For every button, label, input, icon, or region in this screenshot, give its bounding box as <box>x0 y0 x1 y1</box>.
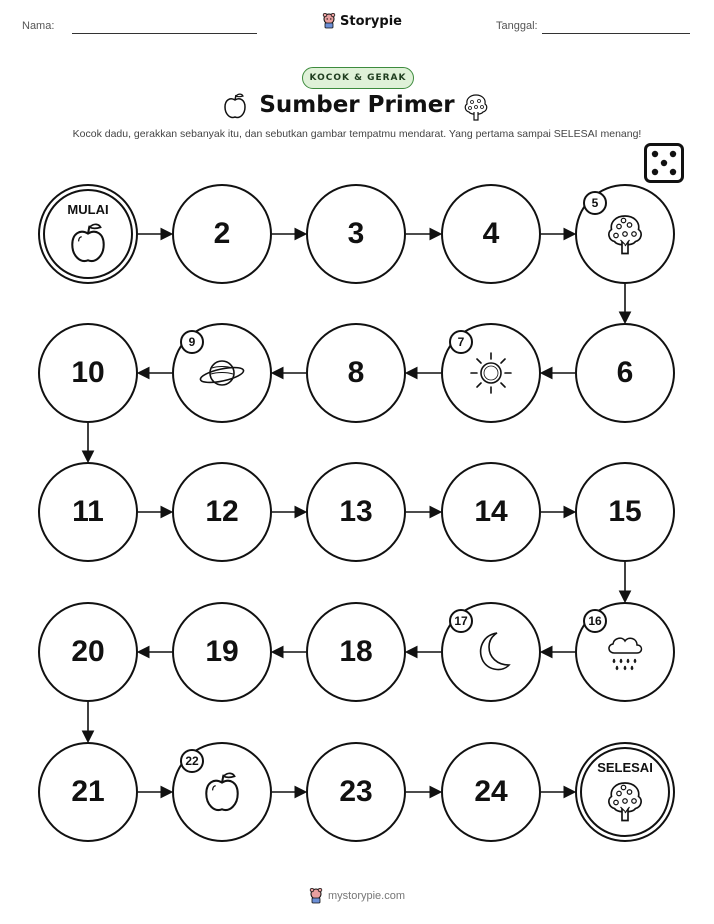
space-number-badge: 5 <box>583 191 607 215</box>
footer-url[interactable]: mystorypie.com <box>327 890 406 902</box>
space-number: 24 <box>474 775 508 808</box>
board-space[interactable] <box>441 742 541 842</box>
sun-icon <box>468 350 514 396</box>
board-space[interactable] <box>306 462 406 562</box>
board-space[interactable] <box>172 602 272 702</box>
board-space[interactable] <box>306 323 406 423</box>
rain-cloud-icon <box>602 629 648 675</box>
apple-icon <box>203 770 241 814</box>
board-space[interactable] <box>575 323 675 423</box>
space-number: 15 <box>608 495 642 528</box>
space-number: 3 <box>347 217 365 250</box>
board-space[interactable] <box>38 462 138 562</box>
planet-icon <box>197 353 247 393</box>
space-number-badge: 9 <box>180 330 204 354</box>
space-number: 10 <box>71 356 105 389</box>
space-number: 18 <box>339 635 373 668</box>
board-space[interactable] <box>306 184 406 284</box>
board-space[interactable] <box>38 742 138 842</box>
finish-space[interactable] <box>575 742 675 842</box>
space-number: 4 <box>482 217 500 250</box>
start-label: MULAI <box>67 202 109 217</box>
apple-icon <box>69 221 107 265</box>
board-space[interactable] <box>441 184 541 284</box>
finish-label: SELESAI <box>597 760 653 775</box>
space-number: 2 <box>213 217 231 250</box>
space-number: 13 <box>339 495 373 528</box>
page-title: Sumber Primer <box>259 92 455 118</box>
board-space[interactable] <box>441 462 541 562</box>
board-space[interactable] <box>38 323 138 423</box>
board-space[interactable] <box>306 602 406 702</box>
board-space[interactable] <box>172 462 272 562</box>
space-number: 23 <box>339 775 373 808</box>
space-number-badge: 22 <box>180 749 204 773</box>
activity-type-pill: KOCOK & GERAK <box>302 67 414 89</box>
space-number: 8 <box>347 356 365 389</box>
space-number: 11 <box>72 495 104 528</box>
space-number: 14 <box>474 495 508 528</box>
space-number: 20 <box>71 635 105 668</box>
space-number: 19 <box>205 635 239 668</box>
footer <box>0 888 714 904</box>
space-number-badge: 16 <box>583 609 607 633</box>
board-space[interactable] <box>172 184 272 284</box>
moon-icon <box>469 629 513 675</box>
space-number-badge: 7 <box>449 330 473 354</box>
space-number-badge: 17 <box>449 609 473 633</box>
space-number: 21 <box>71 775 105 808</box>
board-space[interactable] <box>575 462 675 562</box>
board-space[interactable] <box>306 742 406 842</box>
storypie-mascot-icon <box>309 888 323 904</box>
name-label: Nama: <box>22 20 55 32</box>
start-space[interactable] <box>38 184 138 284</box>
instructions: Kocok dadu, gerakkan sebanyak itu, dan sebutkan gambar tempatmu mendarat. Yang pertama sampai SELESAI menang! <box>72 128 642 140</box>
brand-name: Storypie <box>340 13 402 29</box>
tree-icon <box>604 211 646 257</box>
space-number: 12 <box>205 495 239 528</box>
date-label: Tanggal: <box>496 20 538 32</box>
tree-icon <box>604 778 646 824</box>
board-space[interactable] <box>38 602 138 702</box>
space-number: 6 <box>616 356 634 389</box>
